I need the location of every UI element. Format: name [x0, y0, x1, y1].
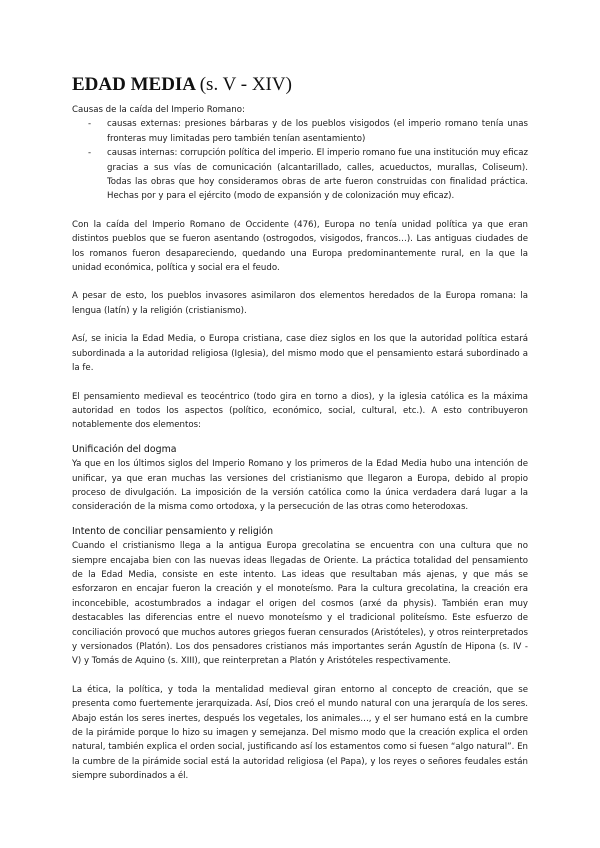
- page-title: [72, 74, 528, 96]
- spacer: [72, 275, 528, 289]
- section-body-dogma: Ya que en los últimos siglos del Imperio Romano y los primeros de la Edad Media hubo una intención de unificar, ya que eran muchas las versiones del cristianismo que llegaron a Europa, debido al propio proceso de divulgación. La imposición de la versión católica como la única verdadera dará lugar a la consideración de la misma como ortodoxa, y la persecución de las otras como heterodoxas.: [72, 459, 528, 513]
- cause-text-external: causas externas: presiones bárbaras y de los pueblos visigodos (el imperio romano tenía unas fronteras muy limitadas pero también tenían asentamiento): [107, 119, 528, 144]
- spacer: [72, 515, 528, 525]
- causes-intro: Causas de la caída del Imperio Romano:: [72, 105, 245, 115]
- list-dash: -: [88, 119, 92, 130]
- paragraph-fall-of-rome: Con la caída del Imperio Romano de Occidente (476), Europa no tenía unidad política ya que eran distintos pueblos que se fueron asentando (ostrogodos, visigodos, francos…). Las antiguas ciudades de los romanos fueron desapareciendo, quedando una Europa predominantemente rural, en la que la unidad económica, política y social era el feudo.: [72, 219, 528, 274]
- document-content: [72, 74, 528, 784]
- spacer: [72, 669, 528, 683]
- title-main: EDAD MEDIA: [72, 74, 195, 95]
- section-heading-dogma: Unificación del dogma: [72, 443, 177, 455]
- list-item: [88, 146, 528, 204]
- section-body-conciliation: Cuando el cristianismo llega a la antigua Europa grecolatina se encuentra con una cultura que no siempre encajaba bien con las nuevas ideas llegadas de Oriente. La práctica totalidad del pensamiento de la Edad Media, consiste en este intento. Las ideas que resultaban más ajenas, y que más se esforzaron en encajar fueron la creación y el monoteísmo. Para la cultura grecolatina, la creación era inconcebible, acostumbrados a indagar el origen del cosmos (arxé da physis). También eran muy destacables las diferencias entre el nuevo monoteísmo y el tradicional politeísmo. Este esfuerzo de conciliación provocó que muchos autores griegos fueran censurados (Aristóteles), y otros reinterpretados y versionados (Platón). Los dos pensadores cristianos más importantes serán Agustín de Hipona (s. IV - V) y Tomás de Aquino (s. XIII), que reinterpretan a Platón y Aristóteles respectivamente.: [72, 541, 528, 667]
- spacer: [72, 318, 528, 332]
- paragraph-closing: La ética, la política, y toda la mentalidad medieval giran entorno al concepto de creación, que se presenta como fuertemente jerarquizada. Así, Dios creó el mundo natural con una jerarquía de los seres. Abajo están los seres inertes, después los vegetales, los animales…, y el ser humano está en la cumbre de la pirámide porque lo hizo su imagen y semejanza. Del mismo modo que la creación explica el orden natural, también explica el orden social, justificando así los estamentos como si fuesen “algo natural”. En la cumbre de la pirámide social está la autoridad religiosa (el Papa), y los reyes o señores feudales están siempre subordinados a él.: [72, 684, 528, 782]
- paragraph-invaders: A pesar de esto, los pueblos invasores asimilaron dos elementos heredados de la Europa romana: la lengua (latín) y la religión (cristianismo).: [72, 291, 528, 316]
- spacer: [72, 433, 528, 443]
- list-item: [88, 117, 528, 146]
- spacer: [72, 204, 528, 218]
- list-dash: -: [88, 148, 92, 159]
- title-period: (s. V - XIV): [199, 74, 292, 95]
- section-heading-conciliation: Intento de conciliar pensamiento y religión: [72, 525, 274, 537]
- paragraph-middle-ages-start: Así, se inicia la Edad Media, o Europa cristiana, case diez siglos en los que la autoridad política estará subordinada a la autoridad religiosa (Iglesia), del mismo modo que el pensamiento estará subordinado a la fe.: [72, 334, 528, 374]
- spacer: [72, 376, 528, 390]
- causes-list: [72, 117, 528, 203]
- paragraph-theocentric: El pensamiento medieval es teocéntrico (todo gira en torno a dios), y la iglesia católica es la máxima autoridad en todos los aspectos (político, económico, social, cultural, etc.). A esto contribuyeron notablemente dos elementos:: [72, 391, 528, 431]
- cause-text-internal: causas internas: corrupción política del imperio. El imperio romano fue una institución muy eficaz gracias a sus vías de comunicación (alcantarillado, calles, acueductos, murallas, Coliseum). Todas las obras que hoy consideramos obras de arte fueron construidas con finalidad práctica. Hechas por y para el ejército (modo de expansión y de colonización muy eficaz).: [107, 148, 528, 202]
